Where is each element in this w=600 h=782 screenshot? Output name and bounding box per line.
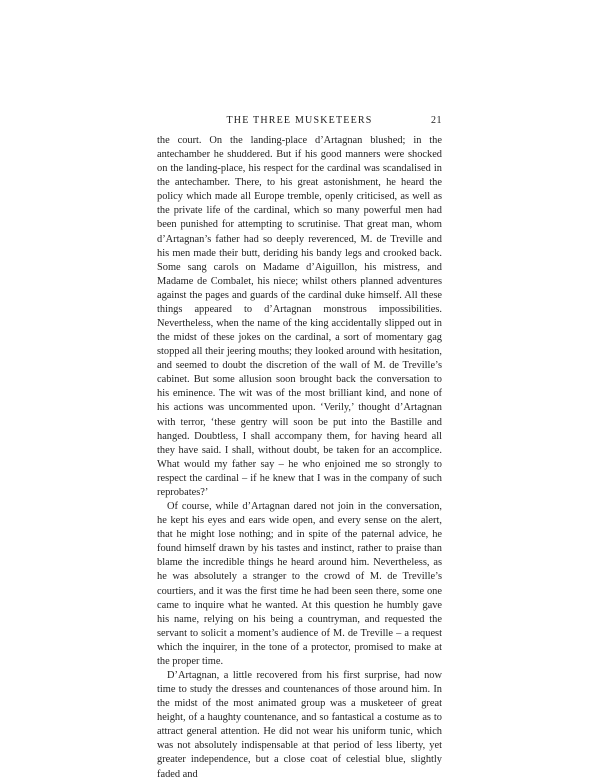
page-number: 21 [431,115,442,126]
body-text [157,134,442,782]
running-head [157,115,442,127]
paragraph-3: D’Artagnan, a little recovered from his first surprise, had now time to study the dresses and countenances of those around him. In the midst of the most animated group was a musketeer of great height, of a haughty countenance, and so fantastical a costume as to attract general attention. He did not wear his uniform tunic, which was not absolutely indispensable at that period of less liberty, yet greater independence, but a close coat of celestial blue, slightly faded and [157,669,442,780]
paragraph-2: Of course, while d’Artagnan dared not join in the conversation, he kept his eyes and ears wide open, and every sense on the alert, that he might lose nothing; and in spite of the paternal advice, he found himself drawn by his tastes and instinct, rather to praise than blame the incredible things he heard around him. Nevertheless, as he was absolutely a stranger to the crowd of M. de Treville’s courtiers, and it was the first time he had been seen there, some one came to inquire what he wanted. At this question he humbly gave his name, relying on his being a countryman, and requested the servant to solicit a moment’s audience of M. de Treville – a request which the inquirer, in the tone of a protector, promised to make at the proper time. [157,501,442,667]
running-title: THE THREE MUSKETEERS [226,115,373,126]
paragraph-1: the court. On the landing-place d’Artagnan blushed; in the antechamber he shuddered. But if his good manners were shocked on the landing-place, his respect for the cardinal was scandalised in the antechamber. There, to his great astonishment, he heard the policy which made all Europe tremble, openly criticised, as well as the private life of the cardinal, which so many powerful men had been punished for attempting to scrutinise. That great man, whom d’Artagnan’s father had so deeply reverenced, M. de Treville and his men made their butt, deriding his bandy legs and crooked back. Some sang carols on Madame d’Aiguillon, his mistress, and Madame de Combalet, his niece; whilst others planned adventures against the pages and guards of the cardinal duke himself. All these things appeared to d’Artagnan monstrous impossibilities. Nevertheless, when the name of the king accidentally slipped out in the midst of these jokes on the cardinal, a sort of momentary gag stopped all their jeering mouths; they looked around with hesitation, and seemed to doubt the discretion of the wall of M. de Treville’s cabinet. But some allusion soon brought back the conversation to his eminence. The wit was of the most brilliant kind, and none of his actions was uncommented upon. ‘Verily,’ thought d’Artagnan with terror, ‘these gentry will soon be put into the Bastille and hanged. Doubtless, I shall accompany them, for having heard all they have said. I shall, without doubt, be taken for an accomplice. What would my father say – he who enjoined me so strongly to respect the cardinal – if he knew that I was in the company of such reprobates?’ [157,135,442,498]
